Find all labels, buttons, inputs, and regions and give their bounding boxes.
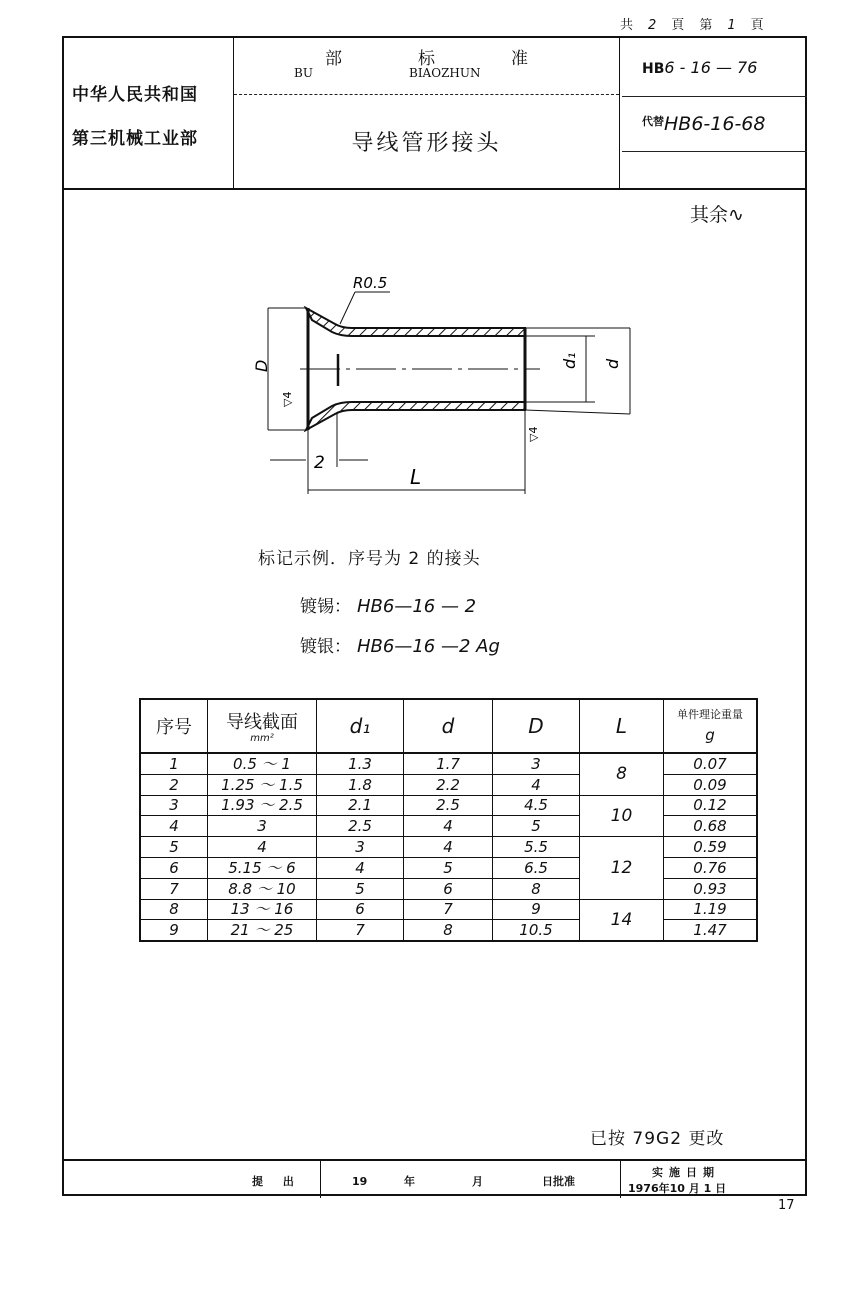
marking-tin: [300, 592, 476, 617]
standard-number: [642, 58, 757, 77]
divider: [234, 94, 619, 95]
divider: [320, 1161, 321, 1198]
table-header-row: [140, 699, 757, 753]
cell-L: 12: [580, 837, 664, 899]
cell-weight: 0.07: [664, 753, 758, 774]
footer-block: [62, 1159, 807, 1198]
cell-weight: 0.76: [664, 857, 758, 878]
pinyin-biaozhun: BIAOZHUN: [409, 66, 481, 80]
col-no: [140, 699, 208, 753]
cell-weight: 1.19: [664, 899, 758, 920]
divider: [620, 1161, 621, 1198]
approval-label: 日批准: [542, 1175, 575, 1188]
replaces-label: 代替: [642, 115, 664, 128]
std-prefix: HB: [642, 61, 665, 77]
cell-D: 5: [493, 816, 580, 837]
svg-text:D: D: [252, 359, 271, 372]
cell-d1: 6: [317, 899, 404, 920]
cell-no: 4: [140, 816, 208, 837]
cell-L: 14: [580, 899, 664, 941]
cell-d1: 7: [317, 920, 404, 941]
svg-text:2: 2: [314, 453, 325, 473]
cell-d1: 2.5: [317, 816, 404, 837]
ferrule-drawing: [240, 262, 660, 506]
cell-d: 6: [404, 878, 493, 899]
year-label: 年: [404, 1175, 415, 1188]
table-row: [140, 920, 757, 941]
svg-text:d: d: [603, 358, 622, 369]
cell-d: 2.2: [404, 774, 493, 795]
col-weight: [664, 699, 758, 753]
cell-d: 7: [404, 899, 493, 920]
ferrule-cross-section-icon: [240, 262, 660, 502]
page-counter: [620, 14, 820, 33]
col-section-unit: mm²: [250, 733, 274, 744]
current-label: 第: [699, 18, 714, 33]
cell-no: 8: [140, 899, 208, 920]
cell-no: 3: [140, 795, 208, 816]
cell-d: 5: [404, 857, 493, 878]
marking-example-title: 标记示例．序号为 2 的接头: [258, 549, 481, 569]
col-section-label: 导线截面: [226, 712, 298, 733]
cell-d1: 3: [317, 837, 404, 858]
svg-text:d₁: d₁: [560, 352, 579, 369]
cell-D: 10.5: [493, 920, 580, 941]
cell-d: 2.5: [404, 795, 493, 816]
approval-date: [352, 1173, 575, 1189]
cell-D: 4: [493, 774, 580, 795]
page-number: 17: [778, 1198, 795, 1213]
issuer-block: [62, 36, 234, 188]
tin-label: 镀锡：: [300, 597, 351, 617]
cell-weight: 1.47: [664, 920, 758, 941]
issuer-line1: 中华人民共和国: [72, 85, 198, 105]
implementation-title: 实施日期: [652, 1166, 720, 1179]
current-page: 1: [727, 18, 737, 33]
cell-no: 9: [140, 920, 208, 941]
cell-section: 0.5 ～ 1: [208, 753, 317, 774]
cell-d1: 5: [317, 878, 404, 899]
cell-L: 10: [580, 795, 664, 837]
submitted-label: 提 出: [252, 1175, 302, 1188]
issuer-line2: 第三机械工业部: [72, 129, 198, 149]
col-section: [208, 699, 317, 753]
cell-no: 5: [140, 837, 208, 858]
cell-no: 2: [140, 774, 208, 795]
svg-text:R0.5: R0.5: [353, 274, 388, 292]
cell-weight: 0.68: [664, 816, 758, 837]
approval-year-prefix: 19: [352, 1175, 368, 1188]
cell-D: 3: [493, 753, 580, 774]
surface-roughness-note: 其余∿: [690, 204, 744, 226]
svg-text:L: L: [410, 465, 422, 489]
cell-section: 4: [208, 837, 317, 858]
col-d: d: [404, 699, 493, 753]
replaces-number: HB6-16-68: [664, 113, 766, 135]
table-row: [140, 878, 757, 899]
std-char-2: 标: [418, 49, 435, 69]
col-no-label: 序号: [156, 717, 192, 738]
current-suffix: 頁: [750, 18, 765, 33]
divider: [622, 151, 807, 152]
std-number: 6 - 16 — 76: [664, 58, 758, 77]
total-label: 共: [620, 18, 635, 33]
tin-code: HB6—16 — 2: [357, 596, 477, 617]
specification-table: [139, 698, 758, 942]
cell-no: 1: [140, 753, 208, 774]
cell-no: 6: [140, 857, 208, 878]
divider: [622, 96, 807, 97]
cell-section: 21 ～ 25: [208, 920, 317, 941]
table-row: [140, 816, 757, 837]
cell-section: 1.25 ～ 1.5: [208, 774, 317, 795]
cell-no: 7: [140, 878, 208, 899]
cell-weight: 0.09: [664, 774, 758, 795]
standard-title-block: [234, 36, 620, 188]
implementation-date: 1976年10 月 1 日: [628, 1182, 727, 1195]
cell-D: 6.5: [493, 857, 580, 878]
cell-weight: 0.59: [664, 837, 758, 858]
cell-d: 4: [404, 816, 493, 837]
col-weight-label: 单件理论重量: [677, 707, 743, 721]
cell-section: 5.15 ～ 6: [208, 857, 317, 878]
table-row: [140, 837, 757, 858]
cell-section: 1.93 ～ 2.5: [208, 795, 317, 816]
std-char-1: 部: [325, 49, 342, 69]
silver-code: HB6—16 —2 Ag: [357, 636, 500, 657]
silver-label: 镀银：: [300, 637, 351, 657]
svg-text:▽4: ▽4: [281, 391, 294, 407]
cell-D: 9: [493, 899, 580, 920]
svg-text:▽4: ▽4: [527, 426, 540, 442]
cell-weight: 0.93: [664, 878, 758, 899]
pinyin-bu: BU: [294, 66, 313, 80]
header-bottom-rule: [62, 188, 807, 190]
col-D: D: [493, 699, 580, 753]
pages-label: 頁: [671, 18, 686, 33]
cell-d1: 2.1: [317, 795, 404, 816]
cell-d1: 1.3: [317, 753, 404, 774]
col-L: L: [580, 699, 664, 753]
cell-section: 13 ～ 16: [208, 899, 317, 920]
table-row: [140, 774, 757, 795]
replaces-standard: [642, 113, 765, 135]
total-pages: 2: [648, 18, 658, 33]
table-row: [140, 795, 757, 816]
cell-d: 1.7: [404, 753, 493, 774]
standard-number-block: [620, 36, 807, 188]
cell-weight: 0.12: [664, 795, 758, 816]
document-title: 导线管形接头: [351, 131, 502, 156]
col-weight-unit: g: [705, 725, 715, 744]
revision-note: 已按 79G2 更改: [590, 1129, 725, 1149]
cell-section: 3: [208, 816, 317, 837]
cell-section: 8.8 ～ 10: [208, 878, 317, 899]
table-row: [140, 899, 757, 920]
cell-d: 4: [404, 837, 493, 858]
table-row: [140, 753, 757, 774]
cell-D: 8: [493, 878, 580, 899]
cell-D: 5.5: [493, 837, 580, 858]
cell-d1: 4: [317, 857, 404, 878]
std-char-3: 准: [511, 49, 528, 69]
cell-L: 8: [580, 753, 664, 795]
cell-D: 4.5: [493, 795, 580, 816]
cell-d: 8: [404, 920, 493, 941]
marking-silver: [300, 632, 500, 657]
month-label: 月: [472, 1175, 483, 1188]
cell-d1: 1.8: [317, 774, 404, 795]
table-row: [140, 857, 757, 878]
col-d1: d₁: [317, 699, 404, 753]
